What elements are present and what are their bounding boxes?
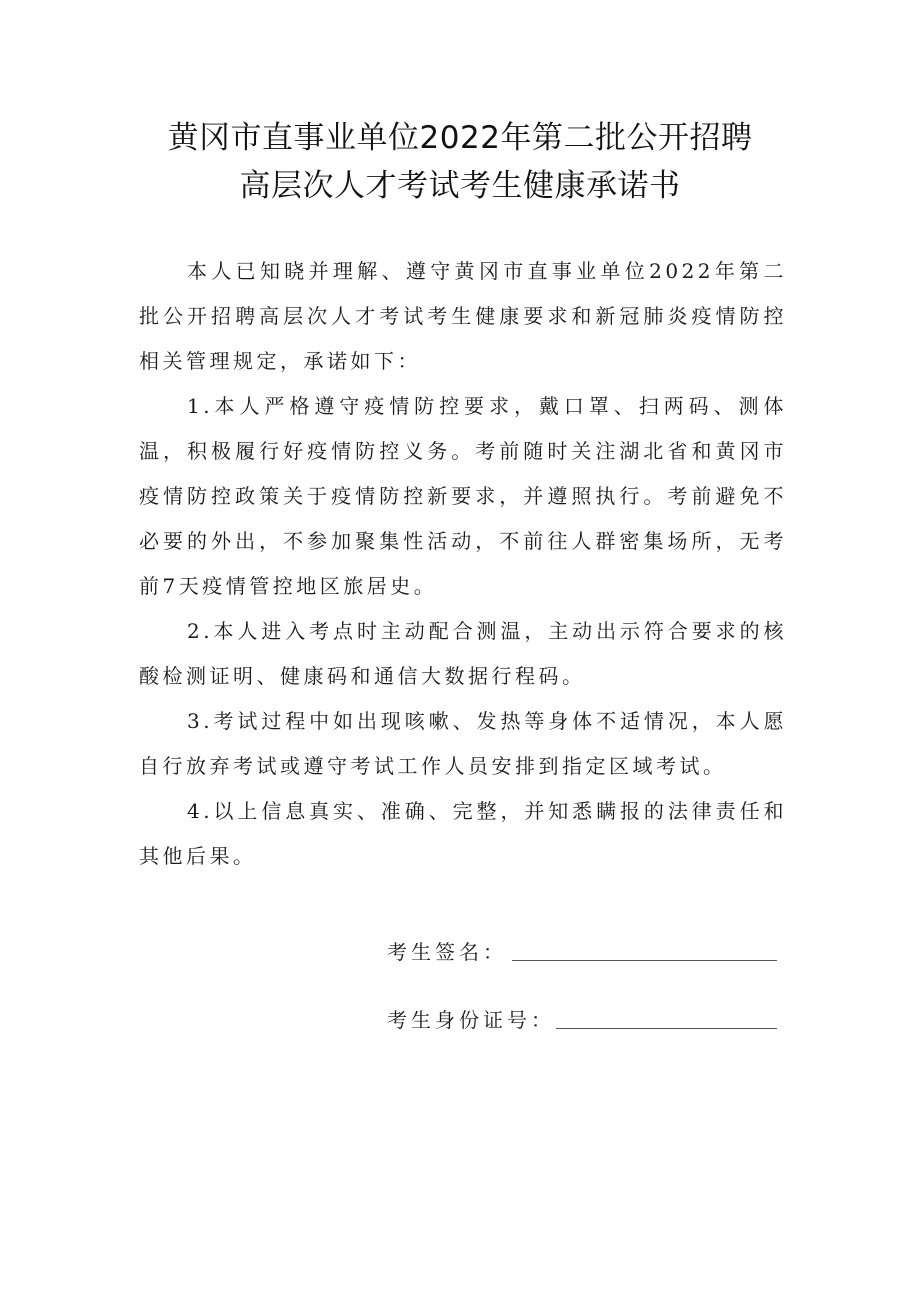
id-number-line[interactable] [556, 1028, 777, 1029]
document-title-line2: 高层次人才考试考生健康承诺书 [239, 168, 681, 204]
commitment-item-2: 2.本人进入考点时主动配合测温，主动出示符合要求的核酸检测证明、健康码和通信大数据行程码。 [139, 619, 787, 688]
signature-line[interactable] [512, 960, 777, 961]
id-number-label: 考生身份证号： [387, 1008, 555, 1032]
commitment-item-4: 4.以上信息真实、准确、完整，并知悉瞒报的法律责任和其他后果。 [139, 799, 787, 868]
commitment-item-1: 1.本人严格遵守疫情防控要求，戴口罩、扫两码、测体温，积极履行好疫情防控义务。考前随时关注湖北省和黄冈市疫情防控政策关于疫情防控新要求，并遵照执行。考前避免不必要的外出，不参加聚集性活动，不前往人群密集场所，无考前7天疫情管控地区旅居史。 [139, 394, 787, 598]
document-title-line1: 黄冈市直事业单位2022年第二批公开招聘 [167, 120, 753, 156]
intro-paragraph: 本人已知晓并理解、遵守黄冈市直事业单位2022年第二批公开招聘高层次人才考试考生健康要求和新冠肺炎疫情防控相关管理规定，承诺如下： [139, 259, 787, 373]
commitment-item-3: 3.考试过程中如出现咳嗽、发热等身体不适情况，本人愿自行放弃考试或遵守考试工作人员安排到指定区域考试。 [139, 709, 787, 778]
signature-label: 考生签名： [387, 940, 507, 964]
